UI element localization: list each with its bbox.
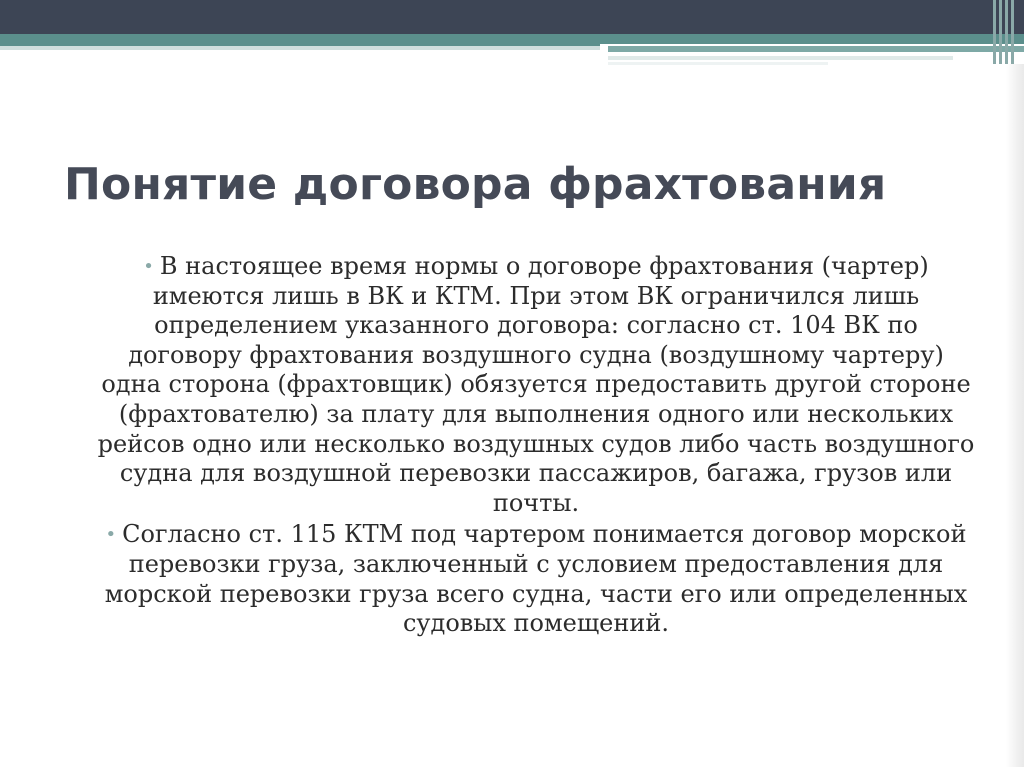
slide-title: Понятие договора фрахтования — [64, 159, 887, 210]
bullet-text: Согласно ст. 115 КТМ под чартером понимается договор морской перевозки груза, заключенный с условием предоставления для морской перевозки груза всего судна, части его или определенных судовых помещений. — [104, 520, 968, 638]
right-edge-shadow — [1006, 64, 1024, 767]
header-right-teal-line — [608, 46, 1024, 52]
bullet-marker: • — [105, 524, 117, 546]
header-right-pale-line-2 — [608, 62, 828, 65]
edge-stripes — [993, 0, 1024, 64]
bullet-item — [96, 252, 976, 518]
bullet-text: В настоящее время нормы о договоре фрахтования (чартер) имеются лишь в ВК и КТМ. При этом ВК ограничился лишь определением указанного договора: согласно ст. 104 ВК по договору фрахтования воздушного судна (воздушному чартеру) одна сторона (фрахтовщик) обязуется предоставить другой стороне (фрахтователю) за плату для выполнения одного или нескольких рейсов одно или несколько воздушных судов либо часть воздушного судна для воздушной перевозки пассажиров, багажа, грузов или почты. — [97, 252, 975, 517]
header-band-dark — [0, 0, 1024, 34]
bullet-item — [96, 520, 976, 638]
edge-stripe — [1005, 0, 1008, 64]
edge-stripe — [1011, 0, 1014, 64]
edge-stripe — [993, 0, 996, 64]
bullet-list — [96, 252, 976, 641]
header-right-pale-line — [608, 56, 953, 60]
edge-stripe — [999, 0, 1002, 64]
bullet-marker: • — [143, 256, 154, 277]
